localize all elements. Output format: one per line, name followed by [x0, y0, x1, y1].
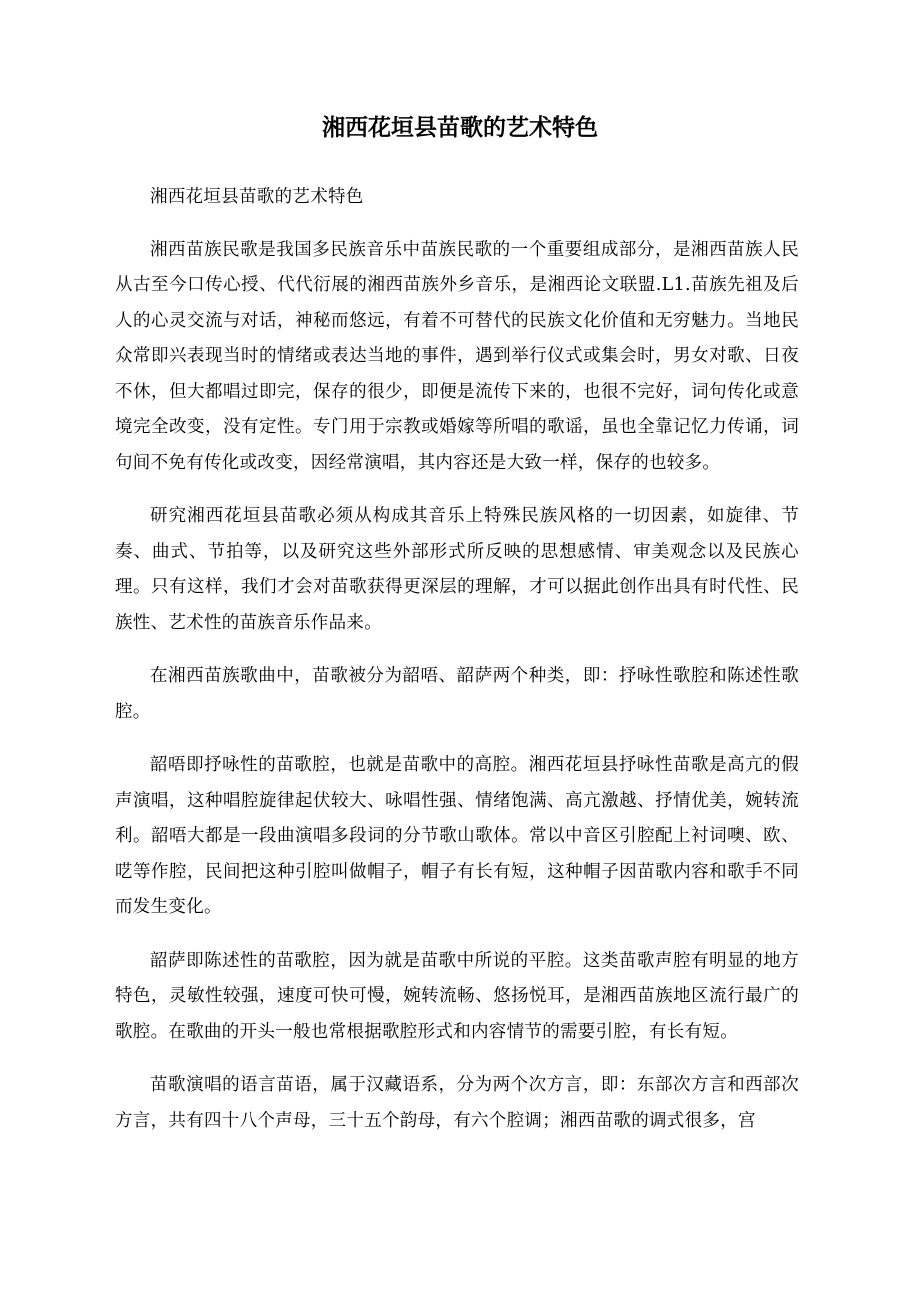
document-body: [115, 180, 799, 1157]
paragraph-research: 研究湘西花垣县苗歌必须从构成其音乐上特殊民族风格的一切因素，如旋律、节奏、曲式、节拍等，以及研究这些外部形式所反映的思想感情、审美观念以及民族心理。只有这样，我们才会对苗歌获得更深层的理解，才可以据此创作出具有时代性、民族性、艺术性的苗族音乐作品来。: [115, 506, 799, 633]
paragraph-shaosa: 韶萨即陈述性的苗歌腔，因为就是苗歌中所说的平腔。这类苗歌声腔有明显的地方特色，灵敏性较强，速度可快可慢，婉转流畅、悠扬悦耳，是湘西苗族地区流行最广的歌腔。在歌曲的开头一般也常根据歌腔形式和内容情节的需要引腔，有长有短。: [115, 950, 799, 1042]
paragraph-categories: 在湘西苗族歌曲中，苗歌被分为韶唔、韶萨两个种类，即：抒咏性歌腔和陈述性歌腔。: [115, 666, 799, 722]
paragraph-shaowu: 韶唔即抒咏性的苗歌腔，也就是苗歌中的高腔。湘西花垣县抒咏性苗歌是高亢的假声演唱，这种唱腔旋律起伏较大、咏唱性强、情绪饱满、高亢激越、抒情优美，婉转流利。韶唔大都是一段曲演唱多段词的分节歌山歌体。常以中音区引腔配上衬词噢、欧、呓等作腔，民间把这种引腔叫做帽子，帽子有长有短，这种帽子因苗歌内容和歌手不同而发生变化。: [115, 755, 799, 917]
paragraph-intro: 湘西苗族民歌是我国多民族音乐中苗族民歌的一个重要组成部分，是湘西苗族人民从古至今口传心授、代代衍展的湘西苗族外乡音乐，是湘西论文联盟.L1.苗族先祖及后人的心灵交流与对话，神秘而悠远，有着不可替代的民族文化价值和无穷魅力。当地民众常即兴表现当时的情绪或表达当地的事件，遇到举行仪式或集会时，男女对歌、日夜不休，但大都唱过即完，保存的很少，即便是流传下来的，也很不完好，词句传化或意境完全改变，没有定性。专门用于宗教或婚嫁等所唱的歌谣，虽也全靠记忆力传诵，词句间不免有传化或改变，因经常演唱，其内容还是大致一样，保存的也较多。: [115, 239, 799, 473]
document-title: 湘西花垣县苗歌的艺术特色: [322, 115, 598, 141]
document-subtitle-paragraph: 湘西花垣县苗歌的艺术特色: [150, 187, 364, 207]
paragraph-language: 苗歌演唱的语言苗语，属于汉藏语系，分为两个次方言，即：东部次方言和西部次方言，共有四十八个声母，三十五个韵母，有六个腔调；湘西苗歌的调式很多，宫: [115, 1075, 799, 1131]
